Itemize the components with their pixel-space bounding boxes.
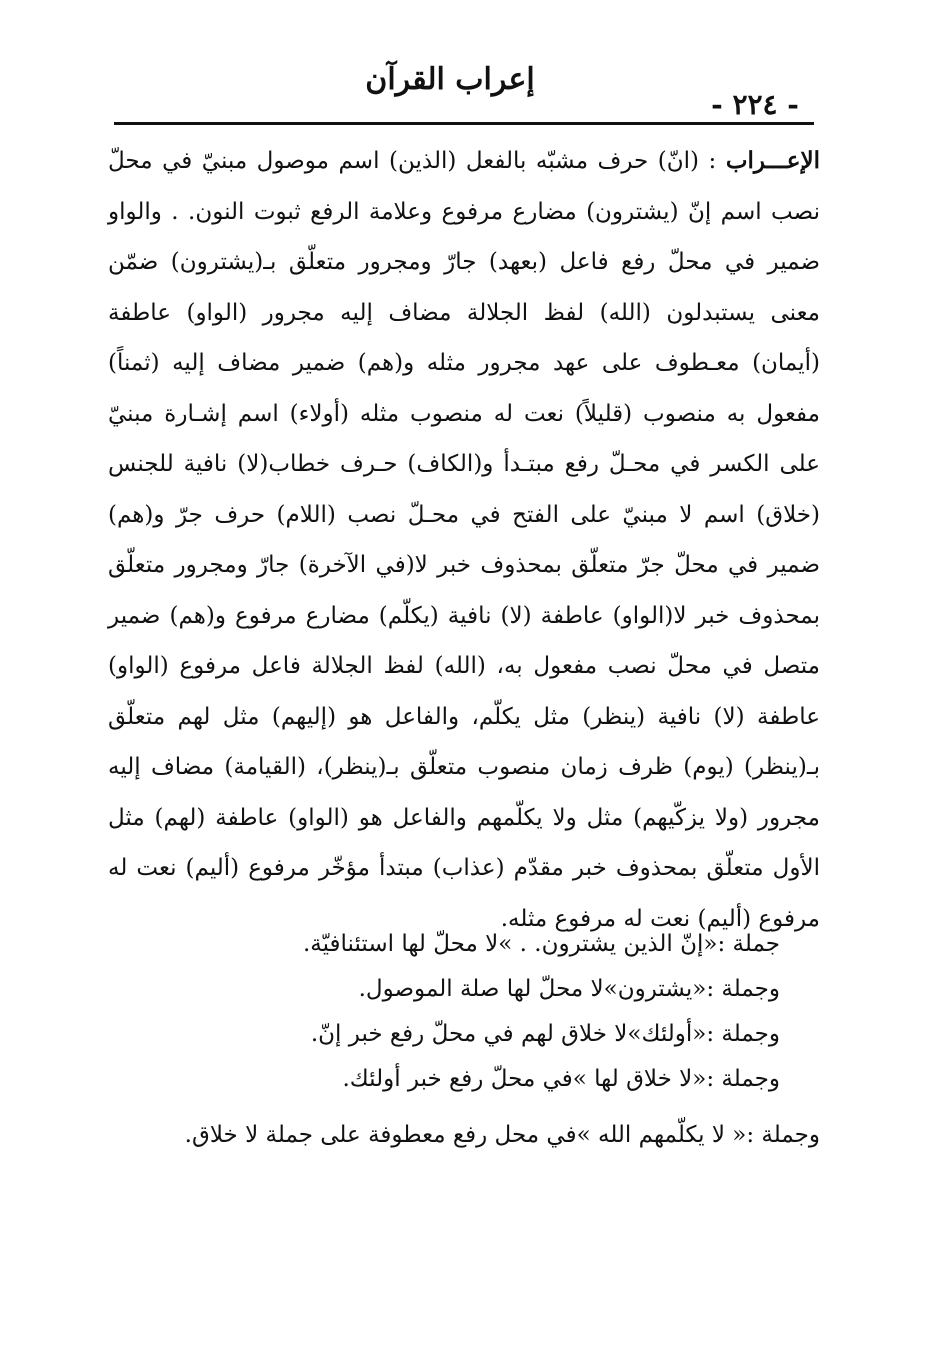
irab-text: : (انّ) حرف مشبّه بالفعل (الذين) اسم موصول مبنيّ في محلّ نصب اسم إنّ (يشترون) مضارع مرفوع وعلامة الرفع ثبوت النون. . والواو ضمير في محلّ رفع فاعل (بعهد) جارّ ومجرور متعلّق بـ(يشترون) ضمّن معنى يستبدلون (الله) لفظ الجلالة مضاف إليه مجرور (الواو) عاطفة (أيمان) معـطوف على عهد مجرور مثله و(هم) ضمير مضاف إليه (ثمناً) مفعول به منصوب (قليلاً) نعت له منصوب مثله (أولاء) اسم إشـارة مبنيّ على الكسر في محـلّ رفع مبتـدأ و(الكاف) حـرف خطاب(لا) نافية للجنس (خلاق) اسم لا مبنيّ على الفتح في محـلّ نصب (اللام) حرف جرّ و(هم) ضمير في محلّ جرّ متعلّق بمحذوف خبر لا(في الآخرة) جارّ ومجرور متعلّق بمحذوف خبر لا(الواو) عاطفة (لا) نافية (يكلّم) مضارع مرفوع و(هم) ضمير متصل في محلّ نصب مفعول به، (الله) لفظ الجلالة فاعل مرفوع (الواو) عاطفة (لا) نافية (ينظر) مثل يكلّم، والفاعل هو (إليهم) مثل لهم متعلّق بـ(ينظر) (يوم) ظرف زمان منصوب متعلّق بـ(ينظر)، (القيامة) مضاف إليه مجرور (ولا يزكّيهم) مثل ولا يكلّمهم والفاعل هو (الواو) عاطفة (لهم) مثل الأول متعلّق بمحذوف خبر مقدّم (عذاب) مبتدأ مؤخّر مرفوع (أليم) نعت له مرفوع (أليم) نعت له مرفوع مثله.: [108, 148, 820, 932]
sentence-item: جملة :«إنّ الذين يشترون. . »لا محلّ لها استئنافيّة.: [302, 931, 780, 957]
irab-paragraph: [108, 136, 820, 944]
sentence-item: وجملة :« لا يكلّمهم الله »في محل رفع معطوفة على جملة لا خلاق.: [184, 1122, 820, 1148]
running-title: إعراب القرآن: [365, 62, 535, 97]
sentence-list: [108, 922, 820, 1162]
header-rule: [114, 122, 814, 125]
irab-heading: الإعـــراب: [725, 147, 820, 174]
sentence-item: وجملة :«يشترون»لا محلّ لها صلة الموصول.: [358, 976, 780, 1002]
page-number: - ٢٢٤ -: [711, 88, 799, 121]
sentence-item: وجملة :«لا خلاق لها »في محلّ رفع خبر أولئك.: [342, 1066, 780, 1092]
sentence-item: وجملة :«أولئك»لا خلاق لهم في محلّ رفع خبر إنّ.: [310, 1021, 780, 1047]
